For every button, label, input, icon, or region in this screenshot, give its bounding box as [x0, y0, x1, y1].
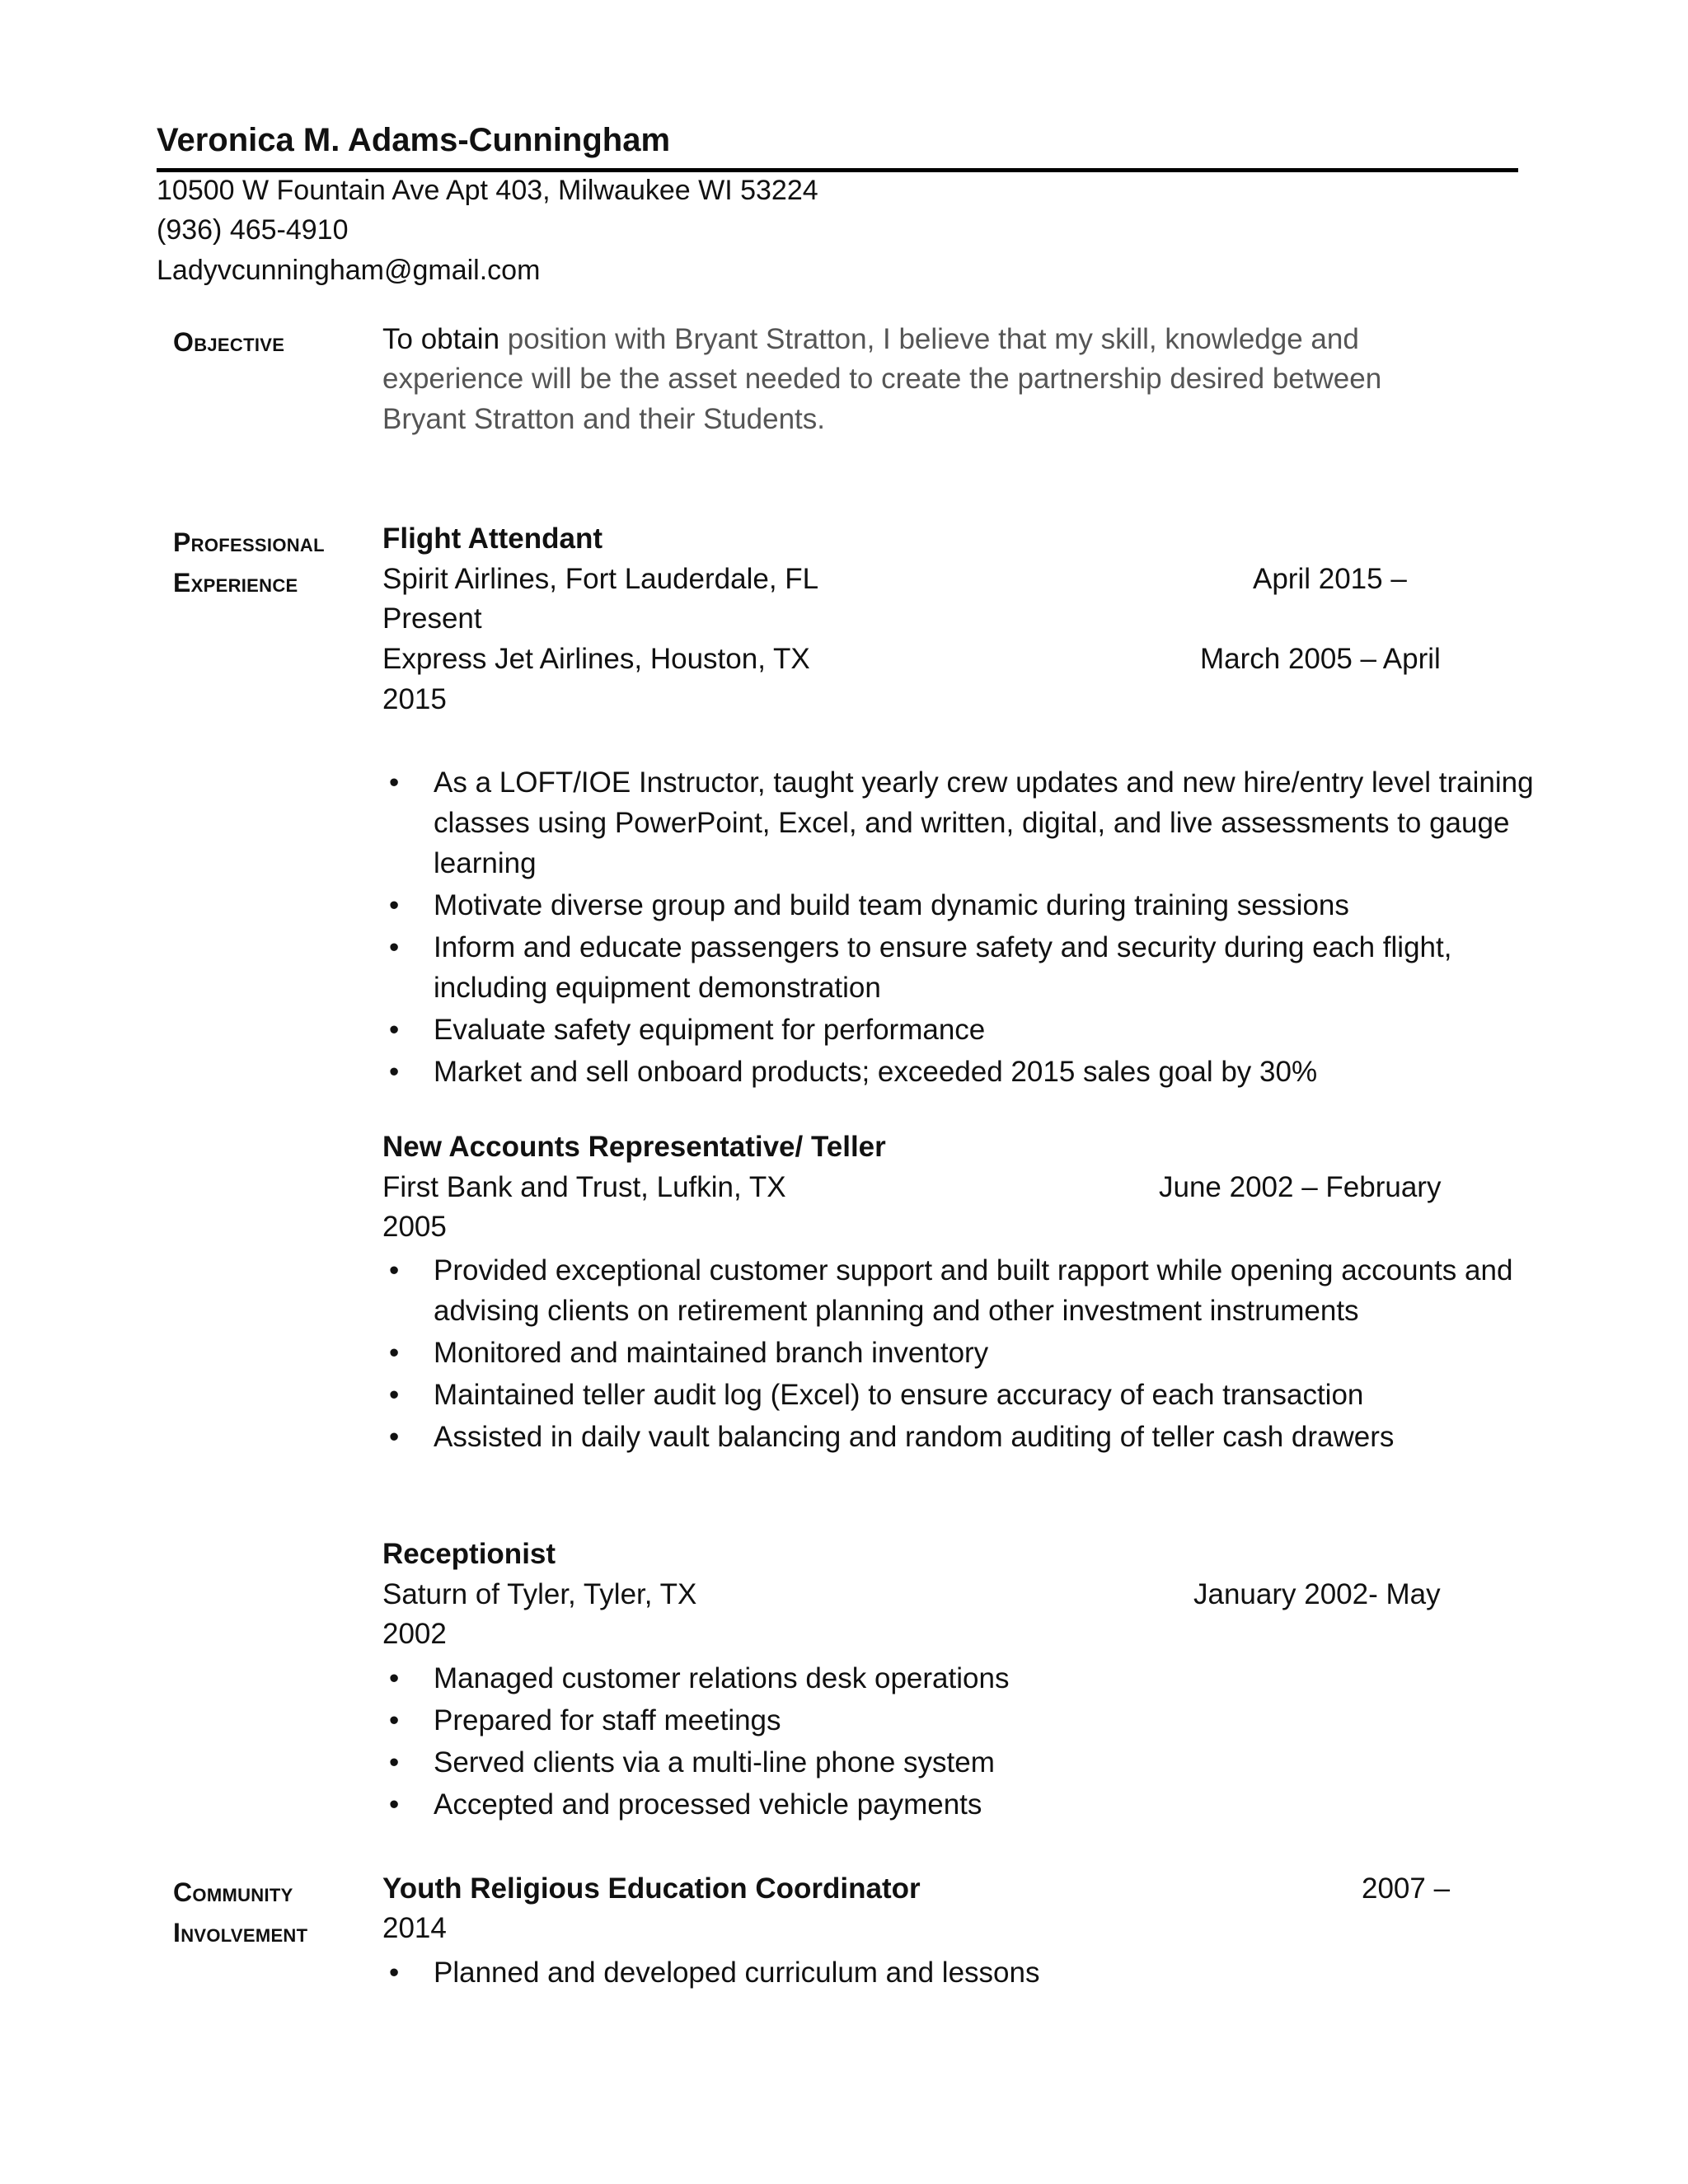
employer: First Bank and Trust, Lufkin, TX [382, 1171, 786, 1203]
job-bullet-list [382, 762, 1536, 1094]
job-dates: January 2002- May [1193, 1578, 1441, 1610]
job-bullet-list [382, 1250, 1536, 1459]
list-item: • Assisted in daily vault balancing and random auditing of teller cash drawers [382, 1417, 1536, 1457]
list-item: • Market and sell onboard products; exceeded 2015 sales goal by 30% [382, 1052, 1536, 1092]
community-dates-wrap: 2014 [382, 1912, 447, 1944]
job-bullet-list [382, 1658, 1536, 1826]
job-title: Receptionist [382, 1538, 556, 1570]
phone-number: (936) 465-4910 [157, 214, 349, 246]
list-item: • Prepared for staff meetings [382, 1700, 1536, 1741]
experience-label-line-2: Experience [173, 568, 298, 598]
job-dates: March 2005 – April [1200, 643, 1441, 675]
community-label-line-2: Involvement [173, 1918, 308, 1947]
list-item: • Provided exceptional customer support and built rapport while opening accounts and advising clients on retirement planning and other investment instruments [382, 1250, 1536, 1331]
objective-line-1: position with Bryant Stratton, I believe that my skill, knowledge and [507, 323, 1359, 355]
objective-label: Objective [173, 327, 285, 357]
list-item: • Motivate diverse group and build team dynamic during training sessions [382, 885, 1536, 926]
employer: Express Jet Airlines, Houston, TX [382, 643, 810, 675]
address: 10500 W Fountain Ave Apt 403, Milwaukee WI 53224 [157, 175, 818, 206]
objective-line-3: Bryant Stratton and their Students. [382, 403, 825, 435]
list-item: • Managed customer relations desk operations [382, 1658, 1536, 1699]
list-item: • Served clients via a multi-line phone system [382, 1742, 1536, 1783]
employer: Spirit Airlines, Fort Lauderdale, FL [382, 563, 819, 595]
applicant-name: Veronica M. Adams-Cunningham [157, 122, 671, 158]
list-item: • Accepted and processed vehicle payments [382, 1784, 1536, 1825]
list-item: • Maintained teller audit log (Excel) to ensure accuracy of each transaction [382, 1375, 1536, 1415]
objective-line-2: experience will be the asset needed to create the partnership desired between [382, 363, 1382, 395]
community-label-line-1: Community [173, 1877, 293, 1907]
objective-lead: To obtain [382, 323, 500, 355]
list-item: • Inform and educate passengers to ensure safety and security during each flight, including equipment demonstration [382, 927, 1536, 1008]
email-address: Ladyvcunningham@gmail.com [157, 255, 541, 286]
job-dates-wrap: 2005 [382, 1211, 447, 1243]
job-dates-wrap: Present [382, 602, 482, 635]
list-item: • As a LOFT/IOE Instructor, taught yearly crew updates and new hire/entry level training classes using PowerPoint, Excel, and written, digital, and live assessments to gauge learning [382, 762, 1536, 883]
list-item: • Evaluate safety equipment for performance [382, 1010, 1536, 1050]
job-title: Flight Attendant [382, 523, 603, 555]
job-dates-wrap: 2015 [382, 683, 447, 715]
header-divider [157, 168, 1518, 172]
objective-text [382, 323, 1359, 356]
list-item: • Monitored and maintained branch inventory [382, 1333, 1536, 1373]
job-dates-wrap: 2002 [382, 1618, 447, 1650]
job-dates: April 2015 – [1253, 563, 1407, 595]
experience-label-line-1: Professional [173, 527, 325, 557]
employer: Saturn of Tyler, Tyler, TX [382, 1578, 697, 1610]
community-dates: 2007 – [1362, 1872, 1451, 1905]
community-bullet-list [382, 1952, 1536, 1994]
list-item: • Planned and developed curriculum and lessons [382, 1952, 1536, 1993]
job-title: New Accounts Representative/ Teller [382, 1131, 886, 1163]
job-dates: June 2002 – February [1159, 1171, 1442, 1203]
community-role-title: Youth Religious Education Coordinator [382, 1872, 921, 1905]
